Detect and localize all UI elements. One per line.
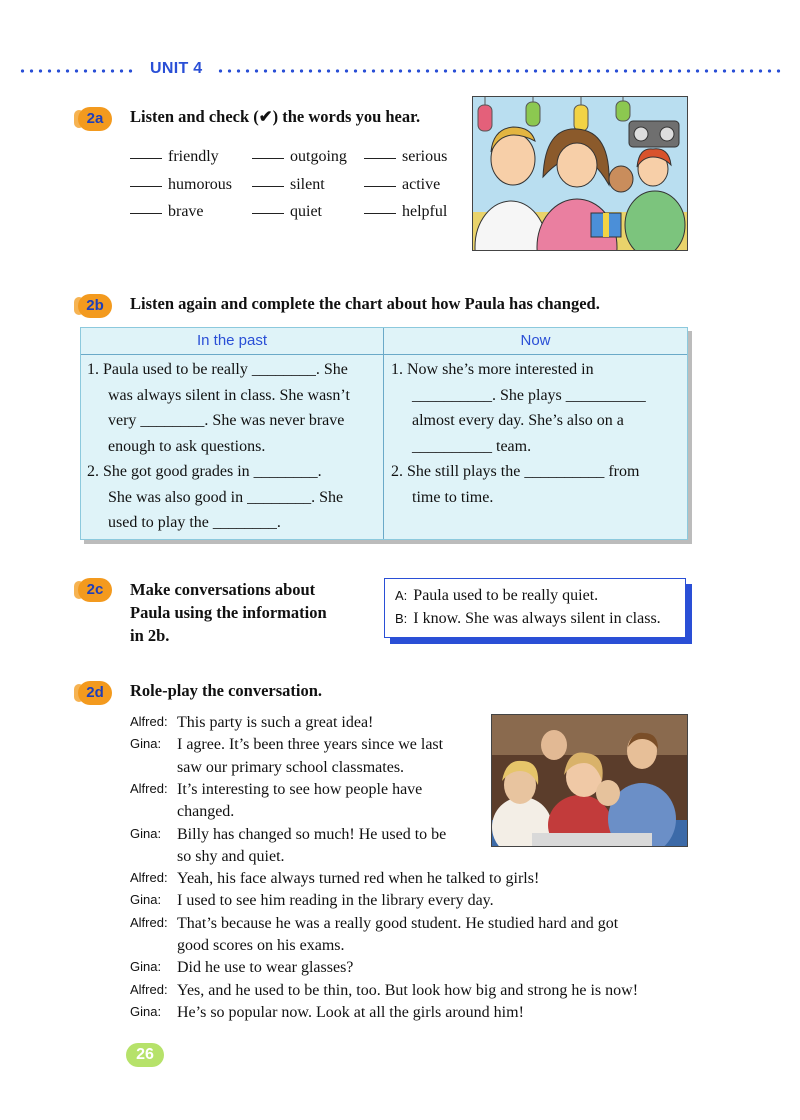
- past-cell: [87, 357, 350, 536]
- instruction-2d: Role-play the conversation.: [130, 681, 323, 700]
- check-blank[interactable]: [364, 186, 396, 187]
- badge-2a: 2a: [78, 107, 112, 131]
- chart-line: very ________. She was never brave: [108, 412, 345, 429]
- word-label: helpful: [402, 203, 448, 220]
- chart-line: 2. She got good grades in ________.: [87, 463, 322, 480]
- unit-title: UNIT 4: [150, 60, 203, 77]
- check-blank[interactable]: [252, 158, 284, 159]
- header-dots-left: [18, 69, 136, 73]
- badge-2c: 2c: [78, 578, 112, 602]
- check-blank[interactable]: [252, 186, 284, 187]
- speaker-label: B:: [395, 611, 408, 626]
- speaker-label: Alfred:: [130, 780, 168, 796]
- speaker-label: Gina:: [130, 736, 162, 752]
- instruction-2b: Listen again and complete the chart about how Paula has changed.: [130, 294, 600, 313]
- word-item[interactable]: [130, 148, 219, 166]
- check-blank[interactable]: [252, 213, 284, 214]
- chart-line: __________. She plays __________: [412, 386, 646, 404]
- instruction-2c-line: Paula using the information: [130, 603, 327, 622]
- dialogue-text: Did he use to wear glasses?: [177, 959, 354, 977]
- dialogue-text: so shy and quiet.: [177, 847, 285, 865]
- word-label: quiet: [290, 203, 322, 220]
- word-row: [130, 148, 470, 176]
- speaker-label: A:: [395, 588, 408, 603]
- word-row: [130, 203, 470, 231]
- column-header-past: In the past: [196, 332, 268, 349]
- word-label: humorous: [168, 175, 232, 193]
- chart-line: 2. She still plays the __________ from: [391, 463, 640, 480]
- word-label: brave: [168, 203, 204, 220]
- example-text: Paula used to be really quiet.: [413, 587, 599, 604]
- check-blank[interactable]: [364, 158, 396, 159]
- check-blank[interactable]: [364, 213, 396, 214]
- dialogue-text: Yeah, his face always turned red when he talked to girls!: [177, 870, 540, 888]
- word-label: outgoing: [290, 148, 347, 165]
- unit-header: [18, 58, 784, 84]
- dialogue-text: This party is such a great idea!: [177, 714, 374, 731]
- classmates-photo-drawing: [492, 715, 687, 846]
- speaker-label: Gina:: [130, 825, 162, 841]
- instruction-2a: Listen and check (✔) the words you hear.: [130, 107, 421, 126]
- word-item[interactable]: [364, 148, 447, 166]
- dialogue-text: saw our primary school classmates.: [177, 758, 405, 776]
- chart-line: __________ team.: [412, 437, 532, 455]
- chart-line: 1. Paula used to be really ________. She: [87, 361, 348, 378]
- dialogue-text: good scores on his exams.: [177, 937, 345, 954]
- check-blank[interactable]: [130, 186, 162, 187]
- word-row: [130, 176, 470, 204]
- party-illustration-drawing: [473, 97, 687, 250]
- speaker-label: Gina:: [130, 959, 162, 975]
- word-label: active: [402, 175, 441, 193]
- chart-line: 1. Now she’s more interested in: [391, 361, 594, 378]
- speaker-label: Alfred:: [130, 981, 168, 997]
- word-item[interactable]: [252, 176, 325, 194]
- dialogue-text: That’s because he was a really good student. He studied hard and got: [177, 914, 619, 932]
- paula-chart: [80, 327, 688, 540]
- chart-line: almost every day. She’s also on a: [412, 412, 624, 429]
- dialogue-text: I agree. It’s been three years since we last: [177, 736, 444, 754]
- example-conversation-box: [384, 578, 686, 638]
- word-item[interactable]: [130, 203, 204, 221]
- dialogue-text: Billy has changed so much! He used to be: [177, 825, 447, 843]
- speaker-label: Alfred:: [130, 870, 168, 886]
- chart-line: She was also good in ________. She: [108, 488, 344, 506]
- speaker-label: Alfred:: [130, 914, 168, 930]
- chart-line: time to time.: [412, 488, 494, 506]
- column-header-now: Now: [520, 332, 551, 349]
- chart-line: enough to ask questions.: [108, 437, 266, 455]
- speaker-label: Gina:: [130, 1003, 162, 1019]
- word-checklist: [130, 148, 470, 231]
- party-illustration: [472, 96, 688, 251]
- chart-header-rule: [81, 354, 687, 355]
- word-item[interactable]: [130, 176, 232, 194]
- example-line: [395, 610, 661, 628]
- badge-2d: 2d: [78, 681, 112, 705]
- example-line: [395, 587, 598, 605]
- dialogue-text: I used to see him reading in the library every day.: [177, 892, 494, 910]
- now-cell: [391, 357, 646, 510]
- word-item[interactable]: [252, 203, 322, 221]
- dialogue-text: Yes, and he used to be thin, too. But look how big and strong he is now!: [177, 981, 639, 999]
- speaker-label: Alfred:: [130, 714, 168, 729]
- check-blank[interactable]: [130, 213, 162, 214]
- word-label: friendly: [168, 148, 219, 165]
- classmates-photo: [491, 714, 688, 847]
- instruction-2c-line: Make conversations about: [130, 580, 316, 599]
- speaker-label: Gina:: [130, 892, 162, 908]
- word-item[interactable]: [252, 148, 347, 166]
- header-dots-right: [216, 69, 784, 73]
- check-blank[interactable]: [130, 158, 162, 159]
- badge-2b: 2b: [78, 294, 112, 318]
- dialogue-text: It’s interesting to see how people have: [177, 780, 423, 798]
- dialogue-text: He’s so popular now. Look at all the girls around him!: [177, 1003, 524, 1021]
- word-label: serious: [402, 148, 448, 165]
- chart-line: was always silent in class. She wasn’t: [108, 386, 350, 404]
- chart-column-divider: [383, 328, 384, 539]
- instruction-2c-line: in 2b.: [130, 626, 170, 645]
- instruction-2c: [130, 578, 327, 647]
- word-item[interactable]: [364, 176, 440, 194]
- word-label: silent: [290, 175, 325, 193]
- page-number: 26: [126, 1043, 164, 1067]
- word-item[interactable]: [364, 203, 447, 221]
- dialogue-text: changed.: [177, 803, 235, 821]
- example-text: I know. She was always silent in class.: [413, 610, 661, 627]
- chart-line: used to play the ________.: [108, 514, 281, 531]
